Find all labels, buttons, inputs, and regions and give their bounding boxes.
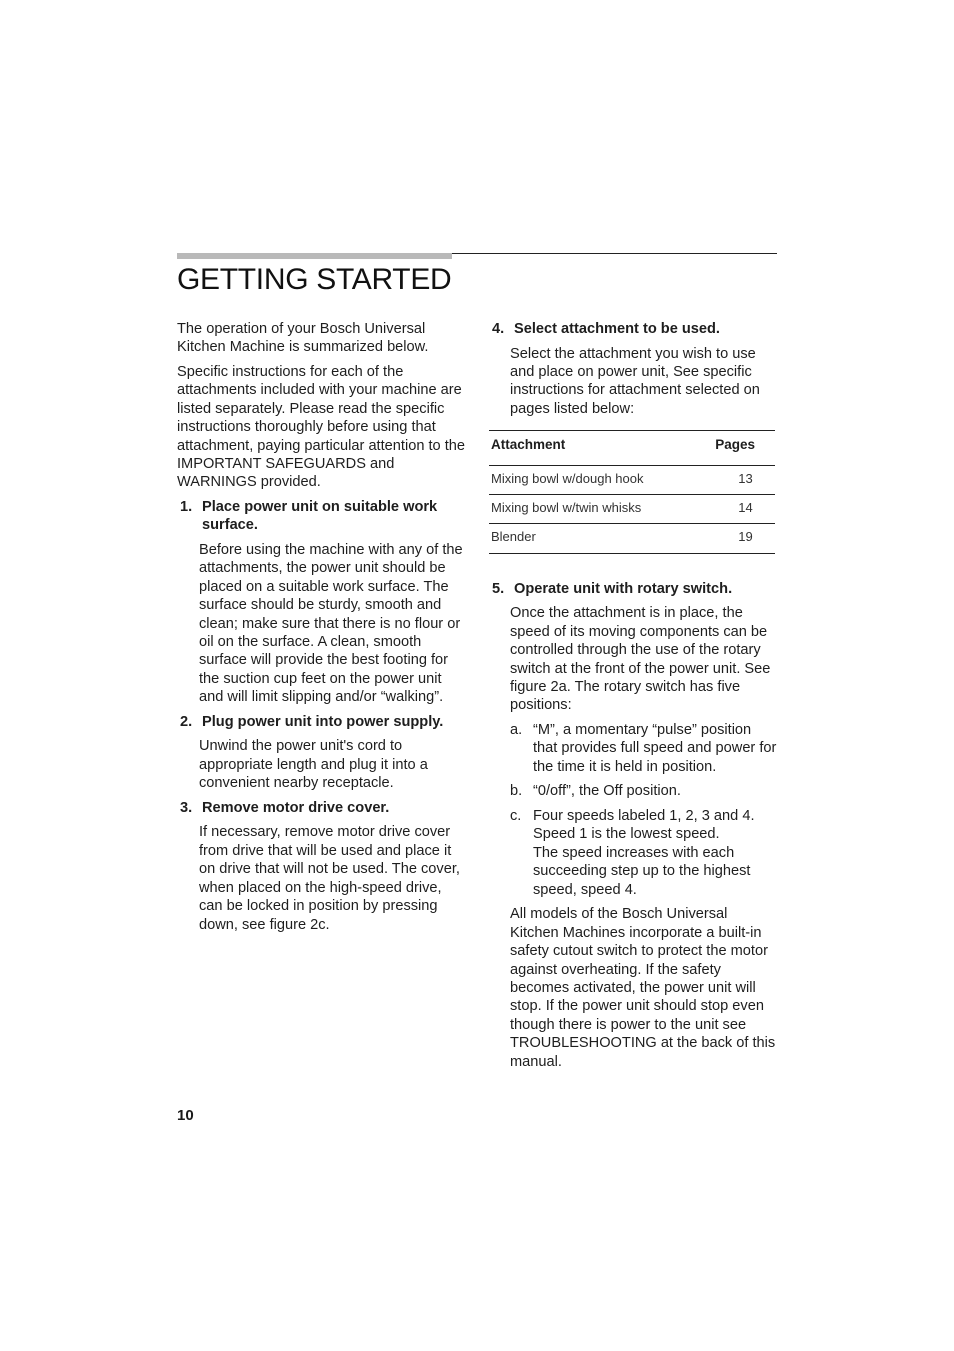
switch-position-item [510,782,777,800]
step-title: Place power unit on suitable work surface. [202,499,438,534]
step-title: Select attachment to be used. [514,321,720,337]
step-body: Once the attachment is in place, the speed of its moving components can be controlled through the use of the rotary switch at the front of the power unit. See figure 2a. The rotary switch has five positions: [510,605,771,714]
item-text: “0/off”, the Off position. [533,783,681,800]
step-number: 2. [180,713,193,730]
left-column [177,320,467,940]
item-text: Four speeds labeled 1, 2, 3 and 4. Speed 1 is the lowest speed. [533,808,755,843]
step-number: 4. [492,321,505,337]
intro-paragraph: The operation of your Bosch Universal Kitchen Machine is summarized below. [177,321,429,356]
step-number: 3. [180,799,193,816]
pages-cell: 14 [694,495,775,524]
pages-cell: 19 [694,524,775,553]
right-column [489,320,777,1077]
table-header-row [489,431,775,465]
attachment-cell: Mixing bowl w/dough hook [489,465,694,494]
step-number: 5. [492,580,505,597]
step-heading [177,498,467,535]
attachment-cell: Blender [489,524,694,553]
step-body: Select the attachment you wish to use and place on power unit, See specific instructions for attachment selected on pages listed below: [510,345,760,417]
safety-paragraph: All models of the Bosch Universal Kitchen Machines incorporate a built-in safety cutout switch to protect the motor against overheating. If the safety becomes activated, the power unit will stop. If the power unit should stop even though there is power to the unit see TROUBLESHOOTING at the back of this manual. [510,906,776,1070]
step-heading [489,580,777,598]
step-body: Unwind the power unit's cord to appropriate length and plug it into a convenient nearby receptacle. [199,738,428,792]
column-header-pages: Pages [694,431,775,465]
step-body: If necessary, remove motor drive cover from drive that will be used and place it on drive that will not be used. The cover, when placed on the high-speed drive, can be locked in position by pressing down, see figure 2c. [199,824,460,933]
table-row [489,495,775,524]
step-title: Operate unit with rotary switch. [514,580,733,597]
table-row [489,465,775,494]
step-title: Plug power unit into power supply. [202,713,444,730]
table-row [489,524,775,553]
item-text-continued: The speed increases with each succeeding step up to the highest speed, speed 4. [533,844,751,898]
attachment-cell: Mixing bowl w/twin whisks [489,495,694,524]
column-header-attachment: Attachment [489,431,694,465]
intro-paragraph: Specific instructions for each of the attachments included with your machine are listed separately. Please read the specific instructions thoroughly before using that attachment, paying particular attention to the IMPORTANT SAFEGUARDS and WARNINGS provided. [177,364,465,491]
item-letter: c. [510,808,522,825]
step-number: 1. [180,499,193,516]
attachment-table [489,430,775,554]
pages-cell: 13 [694,465,775,494]
header-accent-bar [177,253,452,259]
page-title: GETTING STARTED [177,263,452,296]
page-number: 10 [177,1107,194,1124]
step-heading [177,799,467,817]
step-body: Before using the machine with any of the attachments, the power unit should be placed on a suitable work surface. The surface should be sturdy, smooth and clean; make sure that there is no flour or oil on the surface. A clean, smooth surface will provide the best footing for the suction cup feet on the power unit and will limit slipping and/or “walking”. [199,542,463,706]
step-heading [177,713,467,731]
step-title: Remove motor drive cover. [202,799,390,816]
item-letter: a. [510,722,523,739]
item-text-group [533,807,777,899]
switch-position-item [510,721,777,776]
item-letter: b. [510,783,523,800]
switch-position-item [510,807,777,899]
step-heading [489,320,777,338]
item-text: “M”, a momentary “pulse” position that provides full speed and power for the time it is held in position. [533,722,777,775]
